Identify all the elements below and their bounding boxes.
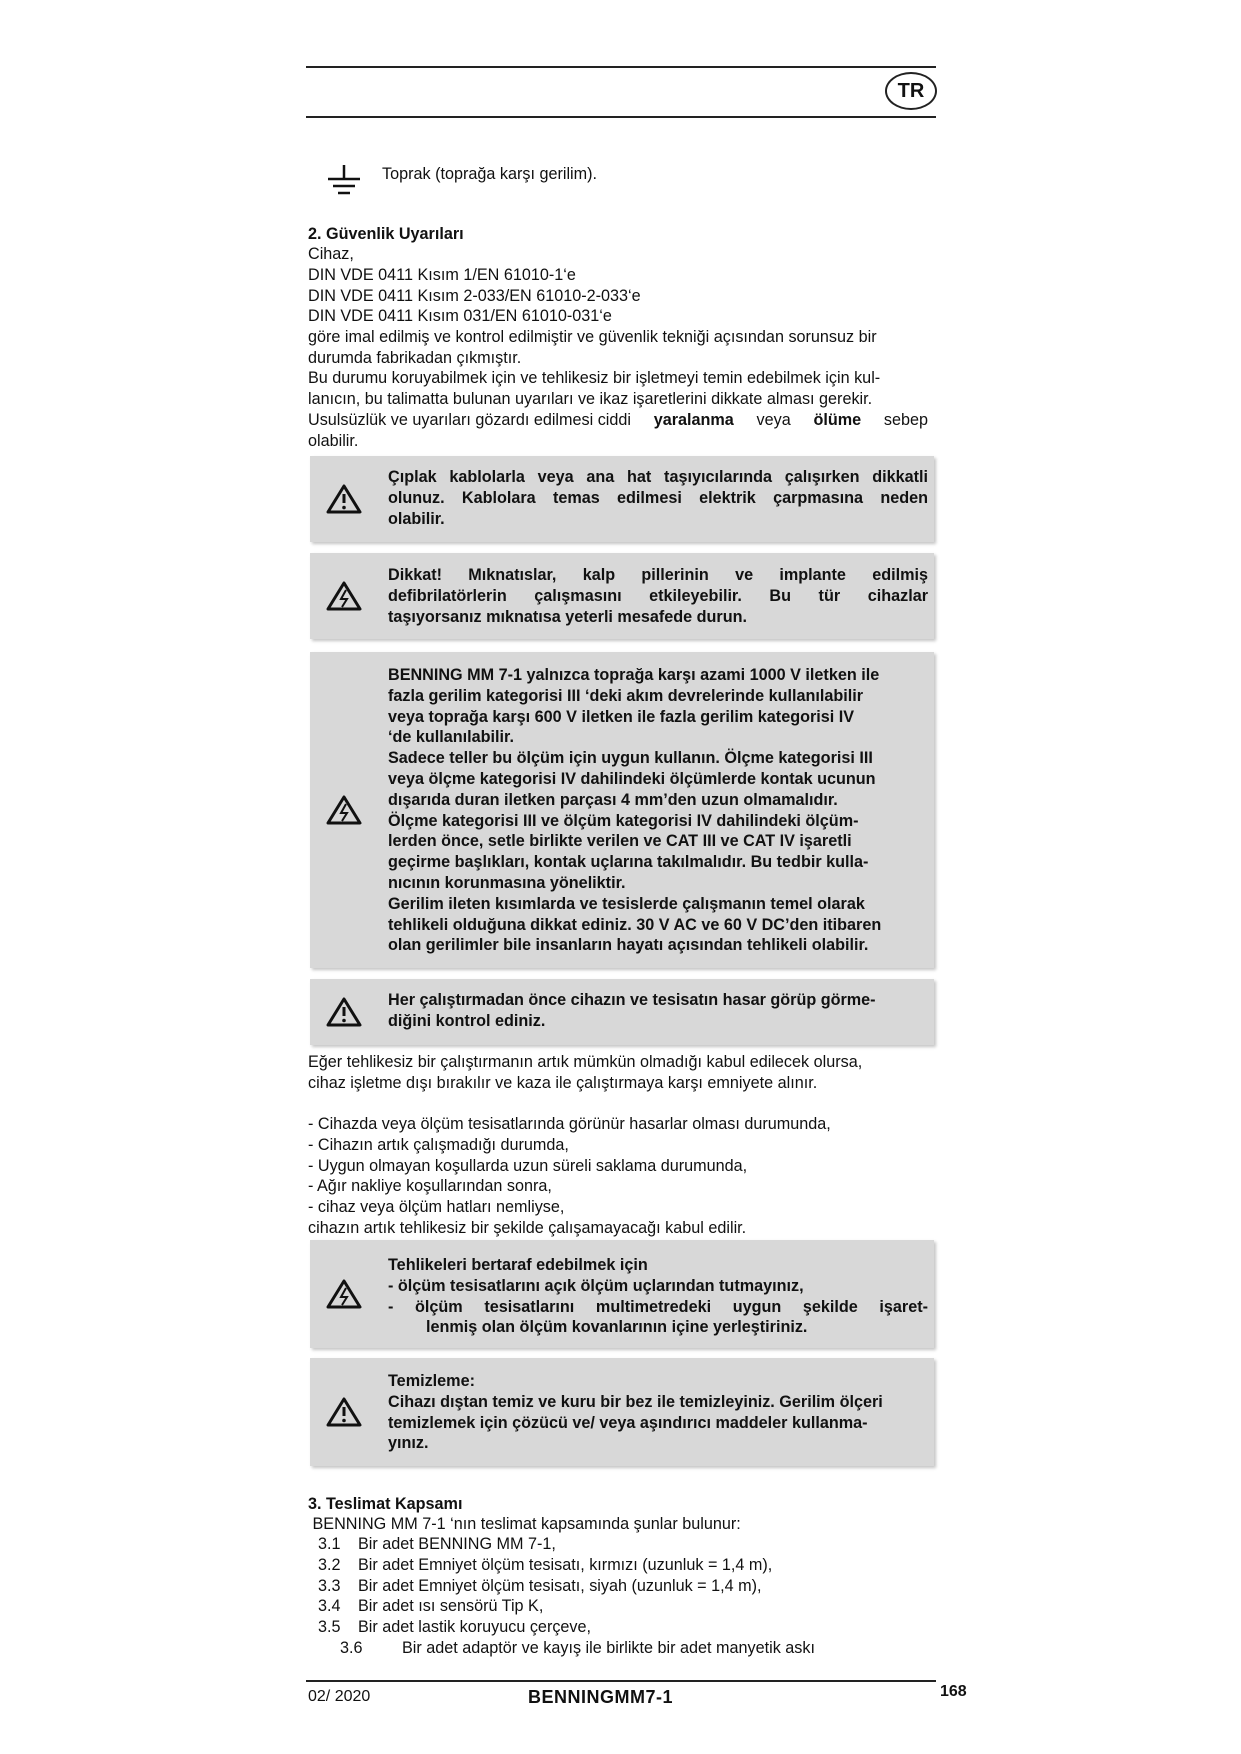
list-item: [308, 1617, 940, 1638]
unsafe-intro: [308, 1052, 940, 1094]
para3-text: Usulsüzlük ve uyarıları gözardı edilmesi ciddi: [308, 411, 631, 429]
warning-text: [388, 565, 928, 627]
warning-triangle-icon: [326, 996, 362, 1028]
section-2-heading: 2. Güvenlik Uyarıları: [308, 225, 464, 243]
standards-line: DIN VDE 0411 Kısım 031/EN 61010-031‘e: [308, 307, 612, 326]
list-item: - Cihazın artık çalışmadığı durumda,: [308, 1135, 569, 1154]
warning-line: taşıyorsanız mıknatısa yeterli mesafede durun.: [388, 607, 747, 626]
header-rule-top: [306, 66, 936, 68]
warning-box-voltage-categories: [310, 652, 934, 968]
warning-line: yınız.: [388, 1434, 429, 1453]
warning-triangle-icon: [326, 483, 362, 515]
warning-line: dışarıda duran iletken parçası 4 mm’den uzun olmamalıdır.: [388, 790, 838, 809]
item-text: Bir adet ısı sensörü Tip K,: [358, 1597, 544, 1616]
safety-paragraph-1: göre imal edilmiş ve kontrol edilmiştir ve güvenlik tekniği açısından sorunsuz bir durumda fabrikadan çıkmıştır.: [308, 328, 877, 367]
item-number: 3.5: [318, 1618, 341, 1637]
list-item: [308, 1638, 940, 1659]
para3-emphasis-death: ölüme: [813, 411, 862, 429]
list-item: - Ağır nakliye koşullarından sonra,: [308, 1177, 552, 1196]
warning-line: ‘de kullanılabilir.: [388, 728, 514, 747]
warning-line: olunuz. Kablolara temas edilmesi elektrik çarpmasına neden: [388, 488, 928, 507]
warning-text: [388, 990, 928, 1032]
warning-box-bare-cables: [310, 456, 934, 542]
item-text: Bir adet Emniyet ölçüm tesisatı, kırmızı (uzunluk = 1,4 m),: [358, 1555, 773, 1574]
warning-box-cleaning: [310, 1358, 934, 1466]
warning-line: nıcının korunmasına yöneliktir.: [388, 873, 626, 892]
warning-line: Ölçme kategorisi III ve ölçüm kategorisi IV dahilindeki ölçüm-: [388, 811, 859, 830]
list-item: - Cihazda veya ölçüm tesisatlarında görünür hasarlar olması durumunda,: [308, 1115, 831, 1133]
footer-rule: [306, 1680, 936, 1682]
warning-line: Temizleme:: [388, 1372, 475, 1390]
paragraph-line: lanıcın, bu talimatta bulunan uyarıları ve ikaz işaretlerini dikkate alması gerekir.: [308, 389, 873, 408]
item-number: 3.4: [318, 1597, 341, 1616]
item-text: Bir adet lastik koruyucu çerçeve,: [358, 1618, 592, 1637]
warning-line: - ölçüm tesisatlarını multimetredeki uygun şekilde işaret-: [388, 1297, 928, 1316]
list-item: [308, 1576, 940, 1597]
warning-line: olabilir.: [388, 509, 445, 528]
warning-text: [388, 665, 936, 956]
language-badge: TR: [885, 72, 937, 110]
unsafe-outro: cihazın artık tehlikesiz bir şekilde çalışamayacağı kabul edilir.: [308, 1218, 747, 1237]
item-number: 3.1: [318, 1535, 341, 1553]
standards-list: [308, 244, 940, 327]
warning-text: [388, 1255, 928, 1338]
para3-text: sebep: [883, 411, 928, 429]
header-rule-bottom: [306, 116, 936, 118]
electric-shock-warning-icon: [326, 794, 362, 826]
delivery-list: [308, 1534, 940, 1659]
paragraph-line: cihaz işletme dışı bırakılır ve kaza ile çalıştırmaya karşı emniyete alınır.: [308, 1073, 818, 1092]
warning-text: [388, 1371, 936, 1454]
item-number: 3.2: [318, 1555, 341, 1574]
item-text: Bir adet BENNING MM 7-1,: [358, 1535, 556, 1553]
warning-box-magnets: [310, 553, 934, 639]
standards-line: DIN VDE 0411 Kısım 1/EN 61010-1‘e: [308, 265, 576, 284]
warning-line: Cihazı dıştan temiz ve kuru bir bez ile temizleyiniz. Gerilim ölçeri: [388, 1392, 883, 1411]
warning-line: olan gerilimler bile insanların hayatı açısından tehlikeli olabilir.: [388, 936, 869, 955]
warning-line: Her çalıştırmadan önce cihazın ve tesisatın hasar görüp görme-: [388, 991, 876, 1009]
standards-line: Cihaz,: [308, 245, 354, 263]
warning-line: diğini kontrol ediniz.: [388, 1011, 546, 1030]
warning-line: Tehlikeleri bertaraf edebilmek için: [388, 1256, 648, 1274]
warning-line: fazla gerilim kategorisi III ‘deki akım devrelerinde kullanılabilir: [388, 686, 864, 705]
list-item: - Uygun olmayan koşullarda uzun süreli saklama durumunda,: [308, 1156, 748, 1175]
warning-text: [388, 467, 928, 529]
item-text: Bir adet Emniyet ölçüm tesisatı, siyah (uzunluk = 1,4 m),: [358, 1576, 762, 1595]
warning-line: veya ölçme kategorisi IV dahilindeki ölçümlerde kontak ucunun: [388, 769, 876, 788]
warning-box-inspect-damage: [310, 979, 934, 1045]
unsafe-conditions-list: [308, 1114, 940, 1239]
list-item: [308, 1555, 940, 1576]
paragraph-line: Bu durumu koruyabilmek için ve tehlikesiz bir işletmeyi temin edebilmek için kul-: [308, 369, 881, 387]
list-item: [308, 1534, 940, 1555]
warning-line: Gerilim ileten kısımlarda ve tesislerde çalışmanın temel olarak: [388, 894, 865, 913]
footer-brand: BENNINGMM7-1: [528, 1687, 674, 1707]
warning-line: lerden önce, setle birlikte verilen ve CAT III ve CAT IV işaretli: [388, 832, 852, 851]
delivery-intro: BENNING MM 7-1 ‘nın teslimat kapsamında şunlar bulunur:: [308, 1515, 741, 1533]
warning-line: Dikkat! Mıknatıslar, kalp pillerinin ve implante edilmiş: [388, 566, 928, 584]
list-item: [308, 1596, 940, 1617]
safety-paragraph-3: [308, 410, 940, 452]
warning-line: lenmiş olan ölçüm kovanlarının içine yerleştiriniz.: [426, 1318, 808, 1337]
section-3-heading: 3. Teslimat Kapsamı: [308, 1495, 463, 1513]
standards-line: DIN VDE 0411 Kısım 2-033/EN 61010-2-033‘e: [308, 286, 641, 305]
warning-line: - ölçüm tesisatlarını açık ölçüm uçlarından tutmayınız,: [388, 1276, 804, 1295]
item-number: 3.3: [318, 1576, 341, 1595]
electric-shock-warning-icon: [326, 580, 362, 612]
warning-box-probe-handling: [310, 1240, 934, 1348]
para3-emphasis-injury: yaralanma: [653, 411, 734, 429]
page-number: 168: [940, 1683, 967, 1700]
para3-text: olabilir.: [308, 431, 359, 450]
paragraph-line: Eğer tehlikesiz bir çalıştırmanın artık mümkün olmadığı kabul edilecek olursa,: [308, 1053, 863, 1071]
safety-paragraph-2: [308, 368, 940, 410]
warning-triangle-icon: [326, 1396, 362, 1428]
warning-line: geçirme başlıkları, kontak uçlarına takılmalıdır. Bu tedbir kulla-: [388, 853, 869, 872]
warning-line: temizlemek için çözücü ve/ veya aşındırıcı maddeler kullanma-: [388, 1413, 868, 1432]
warning-line: defibrilatörlerin çalışmasını etkileyebilir. Bu tür cihazlar: [388, 586, 928, 605]
footer-date: 02/ 2020: [308, 1688, 371, 1705]
warning-line: Çıplak kablolarla veya ana hat taşıyıcılarında çalışırken dikkatli: [388, 468, 928, 486]
ground-icon: [326, 165, 362, 199]
warning-line: tehlikeli olduğuna dikkat ediniz. 30 V AC ve 60 V DC’den itibaren: [388, 915, 882, 934]
item-number: 3.6: [340, 1638, 363, 1657]
para3-text: veya: [756, 411, 791, 429]
list-item: - cihaz veya ölçüm hatları nemliyse,: [308, 1198, 565, 1217]
warning-line: veya toprağa karşı 600 V iletken ile fazla gerilim kategorisi IV: [388, 707, 855, 726]
warning-line: Sadece teller bu ölçüm için uygun kullanın. Ölçme kategorisi III: [388, 749, 873, 768]
item-text: Bir adet adaptör ve kayış ile birlikte bir adet manyetik askı: [402, 1638, 815, 1657]
electric-shock-warning-icon: [326, 1278, 362, 1310]
ground-description: Toprak (toprağa karşı gerilim).: [382, 165, 598, 183]
warning-line: BENNING MM 7-1 yalnızca toprağa karşı azami 1000 V iletken ile: [388, 666, 880, 684]
